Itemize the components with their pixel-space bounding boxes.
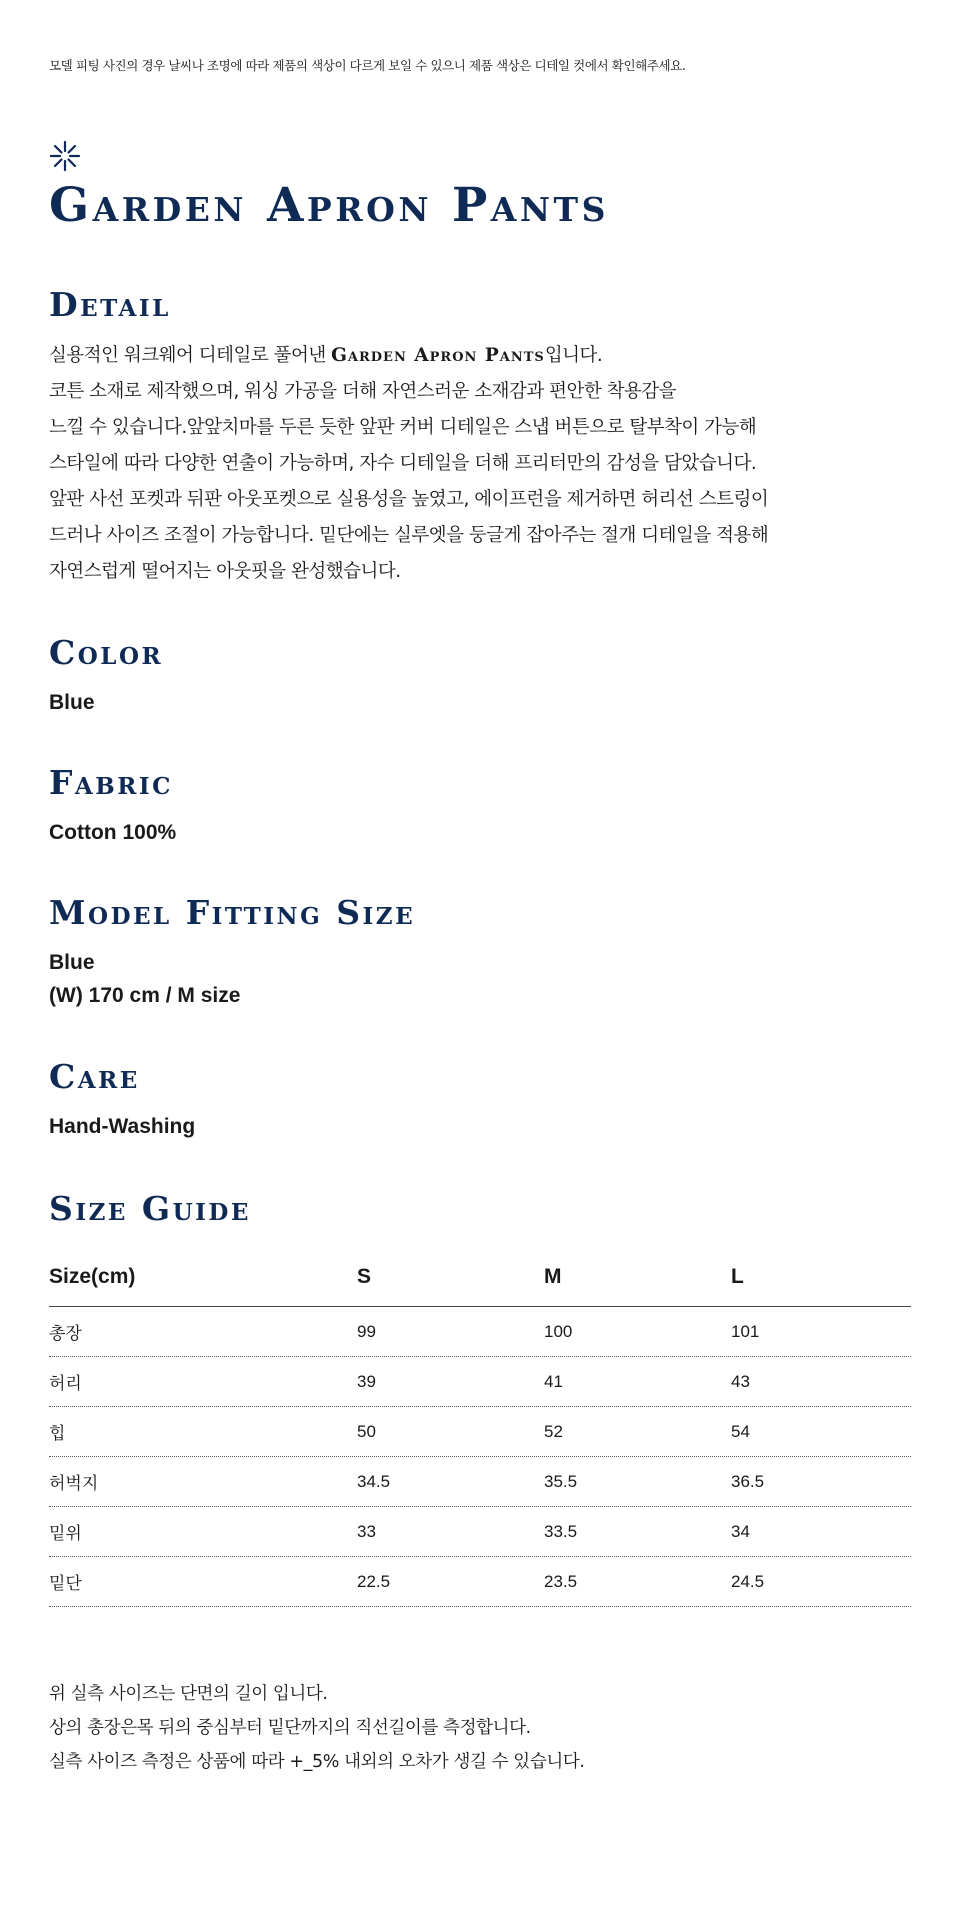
table-cell: 54 (731, 1421, 750, 1441)
detail-line: 스타일에 따라 다양한 연출이 가능하며, 자수 디테일을 더해 프리터만의 감성을 담았습니다. (49, 453, 757, 474)
detail-line: 드러나 사이즈 조절이 가능합니다. 밑단에는 실루엣을 둥글게 잡아주는 절개 디테일을 적용해 (49, 525, 769, 546)
table-cell: 밑위 (49, 1524, 82, 1543)
table-cell: 50 (357, 1421, 376, 1441)
table-cell: 허벅지 (49, 1474, 99, 1493)
table-cell: 힙 (49, 1424, 66, 1443)
table-cell: 101 (731, 1321, 760, 1341)
model-fitting-size: (W) 170 cm / M size (49, 984, 241, 1007)
table-cell: 22.5 (357, 1571, 391, 1591)
care-heading: Care (49, 1057, 140, 1096)
fabric-value: Cotton 100% (49, 821, 177, 844)
table-cell: 23.5 (544, 1571, 578, 1591)
table-cell: 34.5 (357, 1471, 391, 1491)
table-row (49, 1307, 911, 1357)
table-cell: 총장 (49, 1324, 82, 1343)
model-fitting-heading: Model Fitting Size (49, 893, 416, 932)
table-cell: 99 (357, 1321, 376, 1341)
color-notice: 모델 피팅 사진의 경우 날씨나 조명에 따라 제품의 색상이 다르게 보일 수 있으니 제품 색상은 디테일 컷에서 확인해주세요. (49, 58, 686, 73)
size-guide-heading: Size Guide (49, 1189, 251, 1228)
detail-line: 느낄 수 있습니다.앞앞치마를 두른 듯한 앞판 커버 디테일은 스냅 버튼으로 탈부착이 가능해 (49, 417, 757, 438)
table-row (49, 1407, 911, 1457)
table-cell: 허리 (49, 1374, 82, 1393)
table-cell: 100 (544, 1321, 573, 1341)
detail-product-name: Garden Apron Pants (331, 345, 545, 366)
table-cell: 41 (544, 1371, 563, 1391)
detail-description (49, 338, 911, 590)
table-cell: 36.5 (731, 1471, 765, 1491)
model-fitting-color: Blue (49, 951, 95, 974)
size-note: 상의 총장은목 뒤의 중심부터 밑단까지의 직선길이를 측정합니다. (49, 1718, 531, 1738)
product-title: Garden Apron Pants (49, 178, 609, 233)
asterisk-burst-icon (49, 140, 81, 172)
table-cell: 24.5 (731, 1571, 765, 1591)
detail-line (49, 338, 911, 374)
size-notes (49, 1677, 585, 1779)
care-value: Hand-Washing (49, 1115, 196, 1138)
table-cell: 43 (731, 1371, 750, 1391)
table-cell: 35.5 (544, 1471, 578, 1491)
size-guide-table (49, 1248, 911, 1607)
table-cell: 밑단 (49, 1574, 82, 1593)
table-header-cell: L (731, 1265, 744, 1288)
table-header-cell: Size(cm) (49, 1265, 136, 1288)
table-row (49, 1557, 911, 1607)
detail-line: 자연스럽게 떨어지는 아웃핏을 완성했습니다. (49, 561, 401, 582)
table-cell: 52 (544, 1421, 563, 1441)
size-note: 실측 사이즈 측정은 상품에 따라 +_5% 내외의 오차가 생길 수 있습니다. (49, 1752, 585, 1772)
detail-line: 코튼 소재로 제작했으며, 워싱 가공을 더해 자연스러운 소재감과 편안한 착용감을 (49, 381, 677, 402)
table-cell: 39 (357, 1371, 376, 1391)
detail-line: 앞판 사선 포켓과 뒤판 아웃포켓으로 실용성을 높였고, 에이프런을 제거하면 허리선 스트링이 (49, 489, 769, 510)
table-header-cell: M (544, 1265, 562, 1288)
table-row (49, 1507, 911, 1557)
table-row (49, 1357, 911, 1407)
detail-heading: Detail (49, 285, 171, 324)
table-header-cell: S (357, 1265, 372, 1288)
detail-line-text: 실용적인 워크웨어 디테일로 풀어낸 (49, 345, 332, 366)
table-row (49, 1457, 911, 1507)
table-cell: 33 (357, 1521, 376, 1541)
fabric-heading: Fabric (49, 763, 173, 802)
table-cell: 34 (731, 1521, 750, 1541)
color-value: Blue (49, 691, 95, 714)
detail-line-text: 입니다. (544, 345, 603, 366)
size-note: 위 실측 사이즈는 단면의 길이 입니다. (49, 1684, 328, 1704)
table-cell: 33.5 (544, 1521, 578, 1541)
table-header-row (49, 1248, 911, 1307)
color-heading: Color (49, 633, 164, 672)
